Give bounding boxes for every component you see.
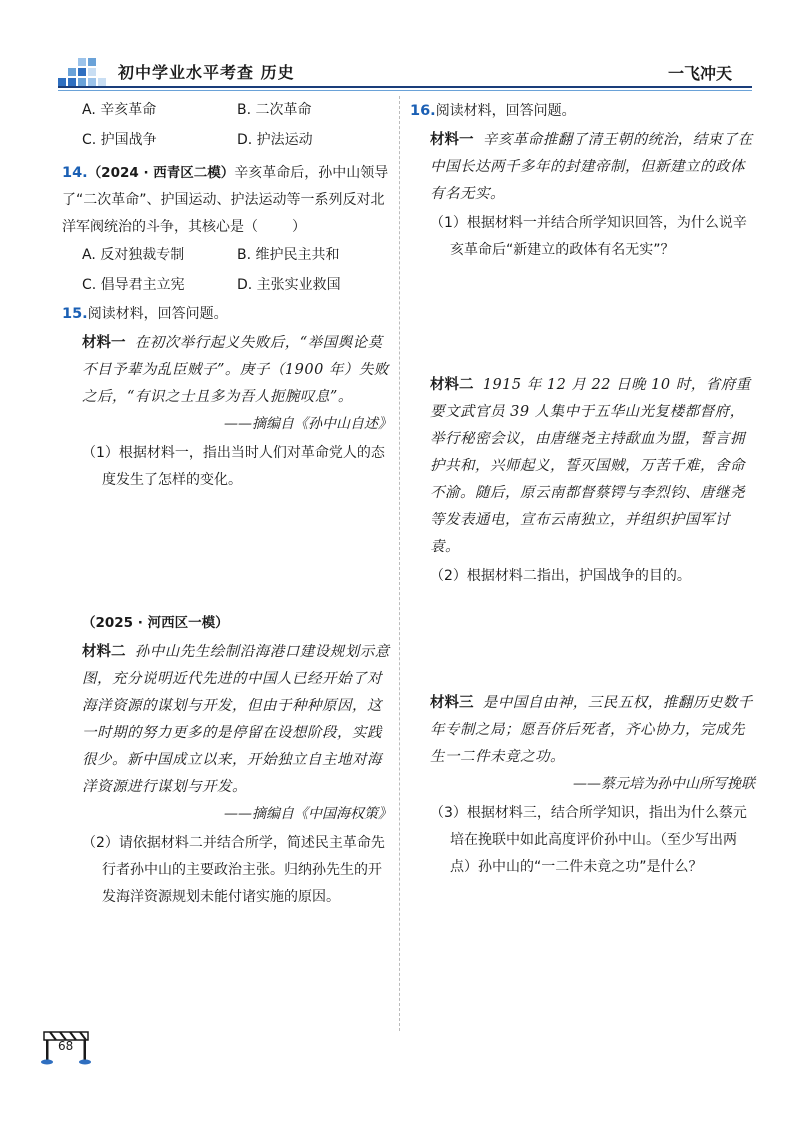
sub-question-1: （1）根据材料一并结合所学知识回答，为什么说辛亥革命后“新建立的政体有名无实”？ bbox=[430, 215, 747, 258]
material-text: 孙中山先生绘制沿海港口建设规划示意图，充分说明近代先进的中国人已经开始了对海洋资源的谋划与开发，但由于种种原因，这一时期的努力更多的是停留在设想阶段，实践很少。新中国成立以来，开始独立自主地对海洋资源进行谋划与开发。 bbox=[82, 644, 390, 795]
material-2 bbox=[410, 372, 755, 561]
material-citation: ——摘编自《孙中山自述》 bbox=[224, 416, 392, 432]
option-c: C. 护国战争 bbox=[82, 132, 157, 148]
option-b: B. 二次革命 bbox=[237, 102, 312, 118]
page-header bbox=[0, 0, 800, 90]
question-15 bbox=[62, 301, 392, 328]
sub-question-2: （2）根据材料二指出，护国战争的目的。 bbox=[430, 568, 691, 584]
column-divider bbox=[399, 96, 400, 1031]
material-1 bbox=[410, 127, 755, 208]
question-16 bbox=[410, 98, 755, 125]
material-text: 辛亥革命推翻了清王朝的统治，结束了在中国长达两千多年的封建帝制，但新建立的政体有名无实。 bbox=[430, 132, 753, 202]
material-citation: ——蔡元培为孙中山所写挽联 bbox=[573, 776, 755, 792]
answer-space bbox=[410, 590, 755, 688]
material-text: 在初次举行起义失败后，“举国舆论莫不目予辈为乱臣贼子”。庚子（1900 年）失败之后，“有识之士且多为吾人扼腕叹息”。 bbox=[82, 335, 389, 405]
option-a: A. 辛亥革命 bbox=[82, 102, 157, 118]
q13-options bbox=[82, 98, 392, 152]
header-brand-logo: 一飞冲天 bbox=[668, 64, 733, 83]
material-label: 材料一 bbox=[430, 132, 474, 148]
material-1 bbox=[62, 330, 392, 411]
sub-question-3: （3）根据材料三，结合所学知识，指出为什么蔡元培在挽联中如此高度评价孙中山。（至少写出两点）孙中山的“一二件未竟之功”是什么？ bbox=[430, 805, 747, 875]
question-intro: 阅读材料，回答问题。 bbox=[87, 306, 228, 322]
question-text: 辛亥革命后，孙中山领导了“二次革命”、护国运动、护法运动等一系列反对北洋军阀统治的斗争，其核心是 bbox=[62, 165, 389, 235]
option-b: B. 维护民主共和 bbox=[237, 247, 340, 263]
sub-question-2: （2）请依据材料二并结合所学，简述民主革命先行者孙中山的主要政治主张。归纳孙先生的开发海洋资源规划未能付诸实施的原因。 bbox=[82, 835, 385, 905]
answer-space bbox=[62, 494, 392, 610]
option-c: C. 倡导君主立宪 bbox=[82, 277, 185, 293]
sub-question-1: （1）根据材料一，指出当时人们对革命党人的态度发生了怎样的变化。 bbox=[82, 445, 385, 488]
page-number: 68 bbox=[58, 1039, 74, 1053]
option-d: D. 护法运动 bbox=[237, 132, 313, 148]
header-title: 初中学业水平考查 历史 bbox=[118, 63, 295, 82]
question-source: （2024 · 西青区二模） bbox=[87, 165, 235, 181]
material-2 bbox=[62, 639, 392, 801]
material-label: 材料二 bbox=[82, 644, 126, 660]
material-3 bbox=[410, 690, 755, 771]
question-14 bbox=[62, 160, 392, 241]
header-rule bbox=[58, 86, 752, 88]
answer-space bbox=[410, 264, 755, 370]
right-column bbox=[410, 98, 755, 881]
question-number: 15. bbox=[62, 306, 88, 322]
material-label: 材料二 bbox=[430, 377, 474, 393]
question-number: 14. bbox=[62, 165, 88, 181]
left-column bbox=[62, 98, 392, 911]
answer-blank: （ ） bbox=[244, 219, 308, 235]
checker-grid-icon bbox=[58, 56, 108, 88]
material-label: 材料一 bbox=[82, 335, 126, 351]
material-text: 1915 年 12 月 22 日晚 10 时，省府重要文武官员 39 人集中于五华山光复楼都督府，举行秘密会议，由唐继尧主持歃血为盟，誓言拥护共和，兴师起义，誓灭国贼，万苦千难，舍命不渝。随后，原云南都督蔡锷与李烈钧、唐继尧等发表通电，宣布云南独立，并组织护国军讨袁。 bbox=[430, 377, 751, 555]
material-label: 材料三 bbox=[430, 695, 474, 711]
material-text: 是中国自由神，三民五权，推翻历史数千年专制之局；愿吾侪后死者，齐心协力，完成先生一二件未竟之功。 bbox=[430, 695, 753, 765]
question-source: （2025 · 河西区一模） bbox=[82, 615, 229, 631]
header-rule-thin bbox=[58, 90, 752, 91]
option-d: D. 主张实业救国 bbox=[237, 277, 341, 293]
question-number: 16. bbox=[410, 103, 436, 119]
question-intro: 阅读材料，回答问题。 bbox=[435, 103, 576, 119]
q14-options bbox=[82, 243, 392, 297]
material-citation: ——摘编自《中国海权策》 bbox=[224, 806, 392, 822]
option-a: A. 反对独裁专制 bbox=[82, 247, 185, 263]
